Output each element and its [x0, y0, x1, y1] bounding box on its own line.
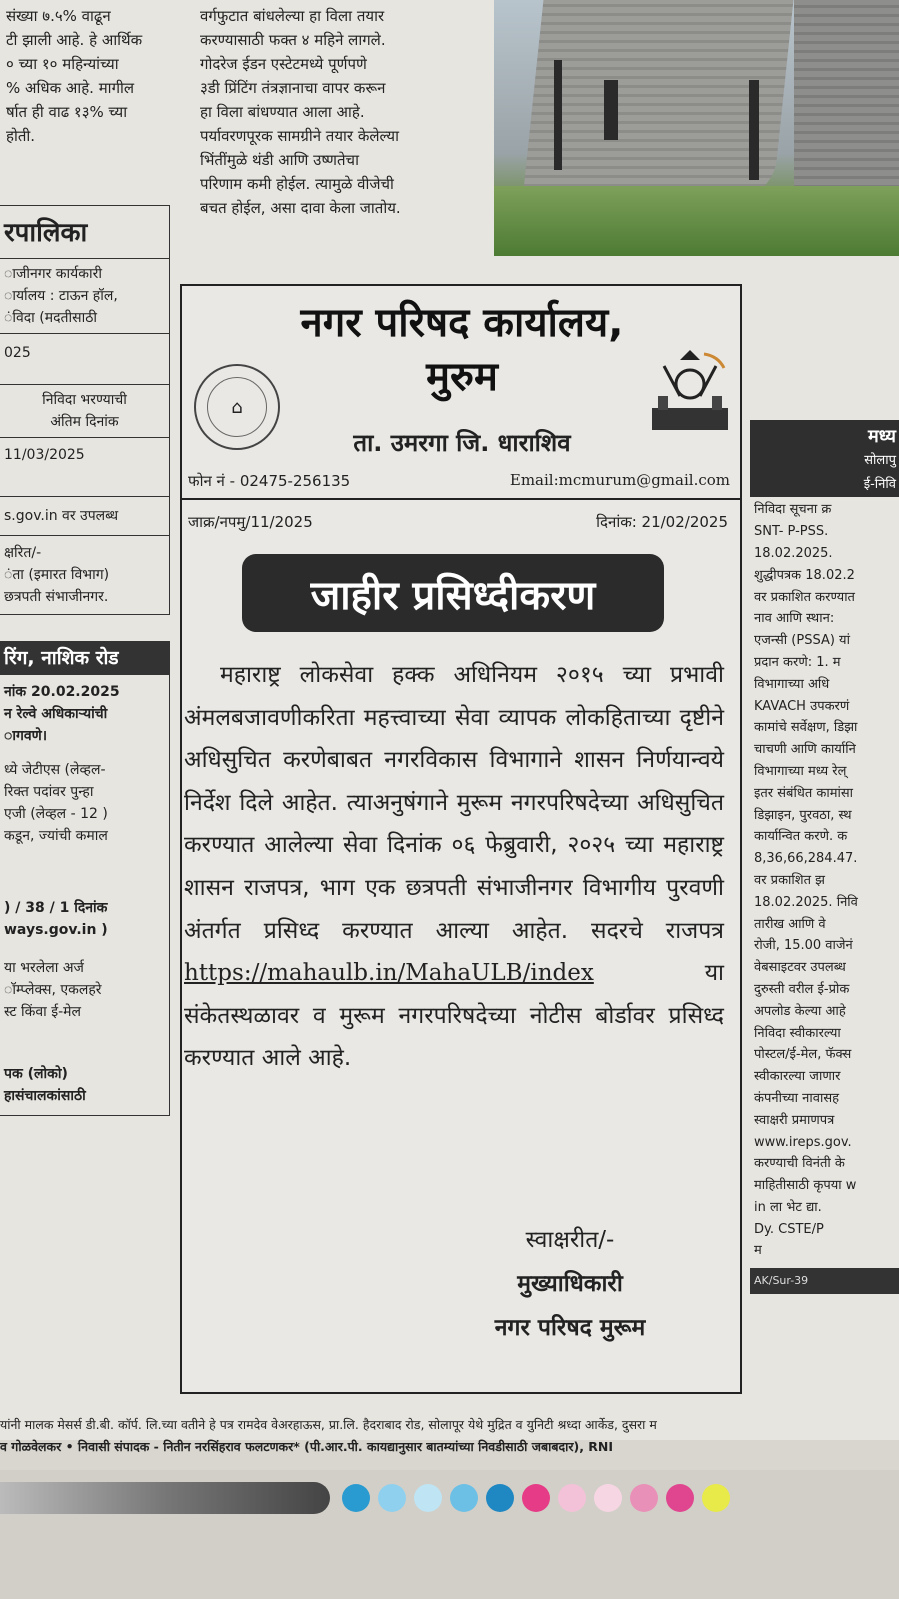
- notice-subtitle: ता. उमरगा जि. धाराशिव: [353, 429, 571, 457]
- notice-body-part2: या संकेतस्थळावर व मुरूम नगरपरिषदेच्या नोटीस बोर्डावर प्रसिध्द करण्यात आले आहे.: [184, 960, 724, 1072]
- notice-date: दिनांक: 21/02/2025: [596, 513, 728, 531]
- text-line: नाव आणि स्थान:: [754, 611, 835, 627]
- left-cell-5: s.gov.in वर उपलब्ध: [0, 496, 169, 535]
- text-line: वर प्रकाशित करण्यात: [754, 589, 855, 605]
- text-line: वर प्रकाशित झ: [754, 872, 826, 888]
- text-line: स्वाक्षरी प्रमाणपत्र: [754, 1112, 835, 1128]
- text-line: % अधिक आहे. मागील: [6, 79, 135, 97]
- text-line: अपलोड केल्या आहे: [754, 1003, 846, 1019]
- notice-title: नगर परिषद कार्यालय, मुरुम: [300, 300, 624, 400]
- notice-body: [182, 654, 726, 1080]
- right-sub-1: सोलापु: [750, 450, 899, 474]
- text-line: स्वीकारल्या जाणार: [754, 1069, 841, 1085]
- right-sub-2: ई-निवि: [750, 474, 899, 498]
- text-line: भिंतींमुळे थंडी आणि उष्णतेचा: [200, 151, 359, 169]
- text-line: रोजी, 15.00 वाजेनं: [754, 938, 853, 954]
- text-line: पर्यावरणपूरक सामग्रीने तयार केलेल्या: [200, 127, 399, 145]
- council-seal-icon: ⌂: [194, 364, 280, 450]
- municipal-council-notice: [180, 284, 742, 1394]
- text-line: Dy. CSTE/P: [754, 1221, 824, 1237]
- text-line: 18.02.2025.: [754, 545, 833, 561]
- signed-label: स्वाक्षरीत/-: [525, 1227, 615, 1253]
- text-line: हा विला बांधण्यात आला आहे.: [200, 103, 365, 121]
- text-line: माहितीसाठी कृपया w: [754, 1178, 857, 1194]
- text-line: डिझाइन, पुरवठा, स्थ: [754, 807, 852, 823]
- text-line: कामांचे सर्वेक्षण, डिझा: [754, 720, 858, 736]
- railway-para-1: नांक 20.02.2025 न रेल्वे अधिकाऱ्यांची ागवणे।: [4, 684, 120, 744]
- text-line: शुद्धीपत्रक 18.02.2: [754, 567, 855, 583]
- text-line: www.ireps.gov.: [754, 1134, 852, 1150]
- council-name: नगर परिषद मुरूम: [494, 1315, 646, 1341]
- signature-block: [440, 1218, 700, 1350]
- top-middle-article: [196, 0, 496, 262]
- text-line: पोस्टल/ई-मेल, फॅक्स: [754, 1047, 852, 1063]
- text-line: कार्यान्वित करणे. क: [754, 829, 848, 845]
- print-color-strip: [0, 1470, 899, 1599]
- left-cell-2: 025: [0, 333, 169, 384]
- text-line: 18.02.2025. निवि: [754, 894, 858, 910]
- text-line: चाचणी आणि कार्यानि: [754, 742, 856, 758]
- left-heading: रपालिका: [4, 218, 88, 248]
- text-line: विभागाच्या मध्य रेल्: [754, 763, 847, 779]
- railway-para-2: ध्ये जेटीएस (लेव्हल- रिक्त पदांवर पुन्हा एजी (लेव्हल - 12 ) कडून, ज्यांची कमाल: [4, 762, 108, 844]
- text-line: संख्या ७.५% वाढून: [6, 7, 111, 25]
- text-line: निविदा सूचना क्र: [754, 502, 832, 518]
- text-line: करण्यासाठी फक्त ४ महिने लागले.: [200, 31, 386, 49]
- railway-notice-box: [0, 641, 170, 1116]
- tender-code: AK/Sur-39: [750, 1268, 899, 1294]
- text-line: इतर संबंधित कामांसा: [754, 785, 854, 801]
- text-line: बचत होईल, असा दावा केला जातोय.: [200, 199, 401, 217]
- text-line: गोदरेज ईडन एस्टेटमध्ये पूर्णपणे: [200, 55, 367, 73]
- left-cell-3: निविदा भरण्याची अंतिम दिनांक: [0, 384, 169, 437]
- gazette-link[interactable]: https://mahaulb.in/MahaULB/index: [184, 960, 594, 987]
- left-cell-1: ाजीनगर कार्यकारी ार्यालय : टाऊन हॉल, ंविदा (मदतीसाठी: [0, 258, 169, 333]
- railway-para-5: पक (लोको) हासंचालकांसाठी: [4, 1066, 86, 1104]
- text-line: र्षात ही वाढ १३% च्या: [6, 103, 128, 121]
- council-emblem-icon: [644, 346, 736, 436]
- villa-photo: [494, 0, 899, 256]
- text-line: कंपनीच्या नावासह: [754, 1090, 840, 1106]
- left-column-notices: [0, 205, 170, 1355]
- text-line: निविदा स्वीकारल्या: [754, 1025, 841, 1041]
- text-line: वेबसाइटवर उपलब्ध: [754, 960, 846, 976]
- top-left-article: [0, 0, 182, 190]
- text-line: टी झाली आहे. हे आर्थिक: [6, 31, 143, 49]
- notice-phone: फोन नं - 02475-256135: [188, 472, 351, 490]
- right-heading: मध्य: [750, 420, 899, 450]
- railway-para-3: ) / 38 / 1 दिनांक ways.gov.in ): [4, 900, 108, 938]
- text-line: प्रदान करणे: 1. म: [754, 654, 841, 670]
- text-line: करण्याची विनंती के: [754, 1156, 845, 1172]
- notice-reference: जाक्र/नपमु/11/2025: [188, 513, 313, 531]
- text-line: KAVACH उपकरणं: [754, 698, 850, 714]
- text-line: SNT- P-PSS.: [754, 524, 829, 540]
- public-notice-banner: जाहीर प्रसिध्दीकरण: [242, 554, 664, 632]
- right-column-tender: [750, 420, 899, 1390]
- notice-body-part1: महाराष्ट्र लोकसेवा हक्क अधिनियम २०१५ च्या प्रभावी अंमलबजावणीकरिता महत्त्वाच्या सेवा व्यापक लोकहिताच्या दृष्टीने अधिसुचित करणेबाबत नगरविकास विभागाने शासन निर्णयान्वये निर्देश दिले आहेत. त्याअनुषंगाने मुरूम नगरपरिषदेच्या अधिसुचित करण्यात आलेल्या सेवा दिनांक ०६ फेब्रुवारी, २०२५ च्या महाराष्ट्र शासन राजपत्र, भाग एक छत्रपती संभाजीनगर विभागीय पुरवणी अंतर्गत प्रसिध्द करण्यात आल्या आहेत. सदरचे राजपत्र: [184, 662, 724, 944]
- text-line: in ला भेट द्या.: [754, 1199, 822, 1215]
- text-line: परिणाम कमी होईल. त्यामुळे वीजेची: [200, 175, 394, 193]
- tender-text: [750, 497, 899, 1264]
- railway-para-4: या भरलेला अर्ज ॉम्प्लेक्स, एकलहरे स्ट किंवा ई-मेल: [4, 960, 102, 1020]
- text-line: वर्गफुटात बांधलेल्या हा विला तयार: [200, 7, 385, 25]
- chief-officer: मुख्याधिकारी: [517, 1271, 623, 1297]
- text-line: म: [754, 1243, 762, 1259]
- text-line: ३डी प्रिंटिंग तंत्रज्ञानाचा वापर करून: [200, 79, 386, 97]
- notice-header: [182, 286, 740, 500]
- municipal-notice-box: [0, 205, 170, 615]
- text-line: एजन्सी (PSSA) यां: [754, 633, 850, 649]
- notice-email: Email:mcmurum@gmail.com: [509, 471, 730, 489]
- text-line: होती.: [6, 127, 36, 145]
- left-cell-6: क्षरित/- ंता (इमारत विभाग) छत्रपती संभाजीनगर.: [0, 535, 169, 614]
- text-line: विभागाच्या अधि: [754, 676, 830, 692]
- text-line: तारीख आणि वे: [754, 916, 826, 932]
- text-line: ० च्या १० महिन्यांच्या: [6, 55, 119, 73]
- left-cell-4: 11/03/2025: [0, 437, 169, 496]
- printer-imprint: यांनी मालक मेसर्स डी.बी. कॉर्प. लि.च्या वतीने हे पत्र रामदेव वेअरहाऊस, प्रा.लि. हैदराबाद रोड, सोलापूर येथे मुद्रित व युनिटी श्रध्दा आर्केड, दुसरा म व गोळवेलकर • निवासी संपादक - नितीन नरसिंहराव फलटणकर* (पी.आर.पी. कायद्यानुसार बातम्यांच्या निवडीसाठी जबाबदार), RNI: [0, 1417, 657, 1454]
- text-line: दुरुस्ती वरील ई-प्रोक: [754, 981, 850, 997]
- railway-heading: रिंग, नाशिक रोड: [0, 641, 169, 675]
- text-line: 8,36,66,284.47.: [754, 851, 858, 867]
